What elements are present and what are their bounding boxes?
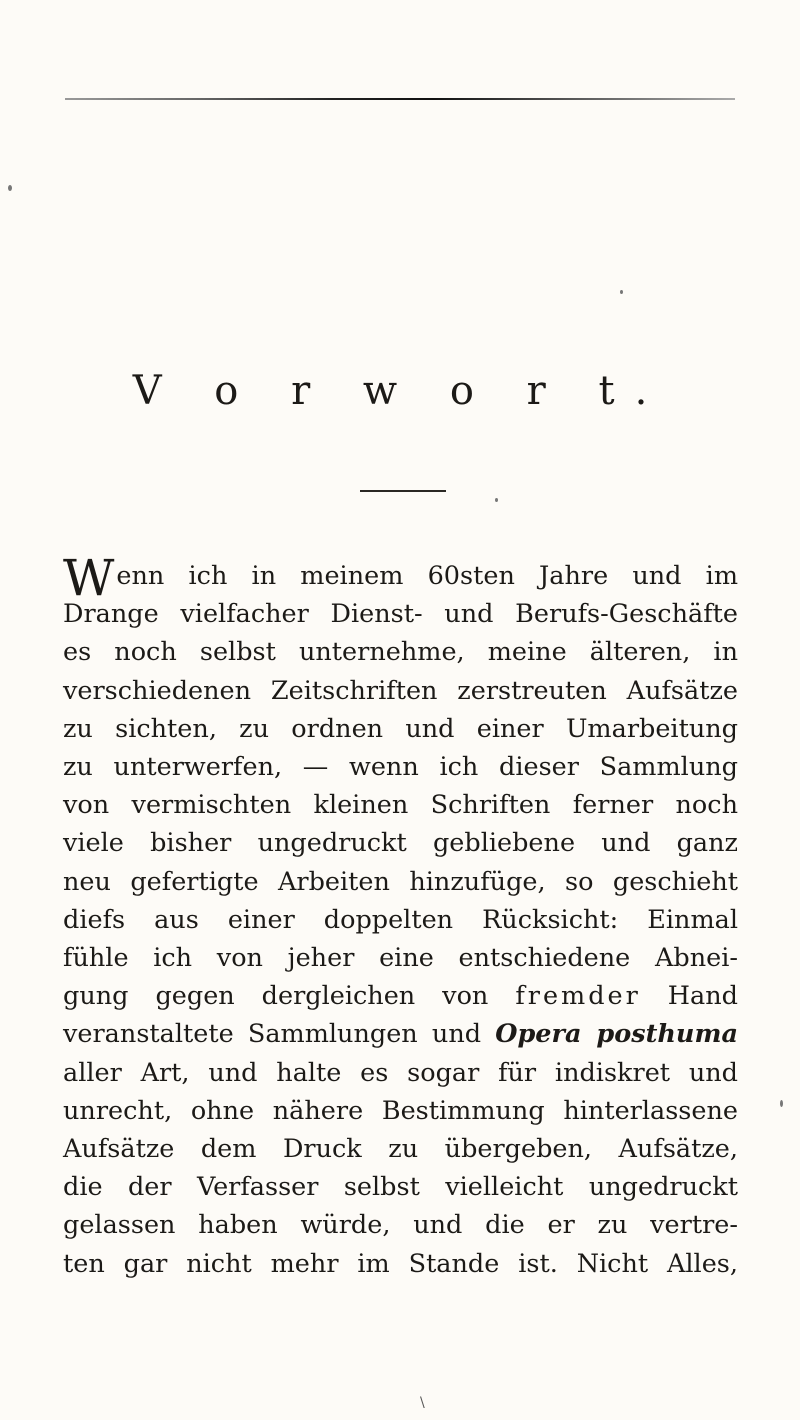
text-line: aller Art, und halte es sogar für indiskret und bbox=[63, 1057, 738, 1088]
text-line: gelassen haben würde, und die er zu vertre- bbox=[63, 1210, 738, 1241]
text-line: Aufsätze dem Druck zu übergeben, Aufsätze, bbox=[63, 1134, 738, 1165]
paper-speck bbox=[620, 290, 623, 294]
text-line: zu sichten, zu ordnen und einer Umarbeitung bbox=[63, 713, 738, 744]
text-line: es noch selbst unternehme, meine älteren, in bbox=[63, 637, 738, 668]
paper-speck bbox=[495, 498, 498, 502]
text-line: zu unterwerfen, — wenn ich dieser Sammlung bbox=[63, 752, 738, 783]
drop-cap: W bbox=[63, 549, 115, 607]
top-decorative-rule bbox=[65, 98, 735, 100]
text-line: die der Verfasser selbst vielleicht ungedruckt bbox=[63, 1172, 738, 1203]
text-line bbox=[63, 977, 738, 1015]
line-text: veranstaltete Sammlungen und bbox=[63, 1019, 496, 1050]
italic-phrase: Opera posthuma bbox=[495, 1019, 738, 1050]
text-line: neu gefertigte Arbeiten hinzufüge, so geschieht bbox=[63, 866, 738, 897]
text-line: Drange vielfacher Dienst- und Berufs-Geschäfte bbox=[63, 599, 738, 630]
text-line bbox=[63, 549, 738, 607]
text-line: fühle ich von jeher eine entschiedene Abnei- bbox=[63, 943, 738, 974]
line-text: Hand bbox=[640, 981, 738, 1012]
line-text: enn ich in meinem 60sten Jahre und im bbox=[116, 561, 738, 591]
body-text bbox=[63, 549, 738, 1283]
text-line: ten gar nicht mehr im Stande ist. Nicht Alles, bbox=[63, 1248, 738, 1279]
text-line bbox=[63, 1015, 738, 1053]
title-divider bbox=[360, 490, 446, 492]
paper-speck bbox=[780, 1100, 783, 1107]
emphasized-word: fremder bbox=[515, 981, 641, 1012]
text-line: von vermischten kleinen Schriften ferner noch bbox=[63, 790, 738, 821]
paper-speck bbox=[8, 185, 12, 191]
text-line: verschiedenen Zeitschriften zerstreuten Aufsätze bbox=[63, 675, 738, 706]
text-line: unrecht, ohne nähere Bestimmung hinterlassene bbox=[63, 1095, 738, 1126]
line-text: gung gegen dergleichen von bbox=[63, 981, 516, 1012]
text-line: viele bisher ungedruckt gebliebene und ganz bbox=[63, 828, 738, 859]
page-mark-glyph: \ bbox=[420, 1395, 425, 1411]
page-title: V o r w o r t. bbox=[132, 368, 668, 414]
text-line: diefs aus einer doppelten Rücksicht: Einmal bbox=[63, 904, 738, 935]
